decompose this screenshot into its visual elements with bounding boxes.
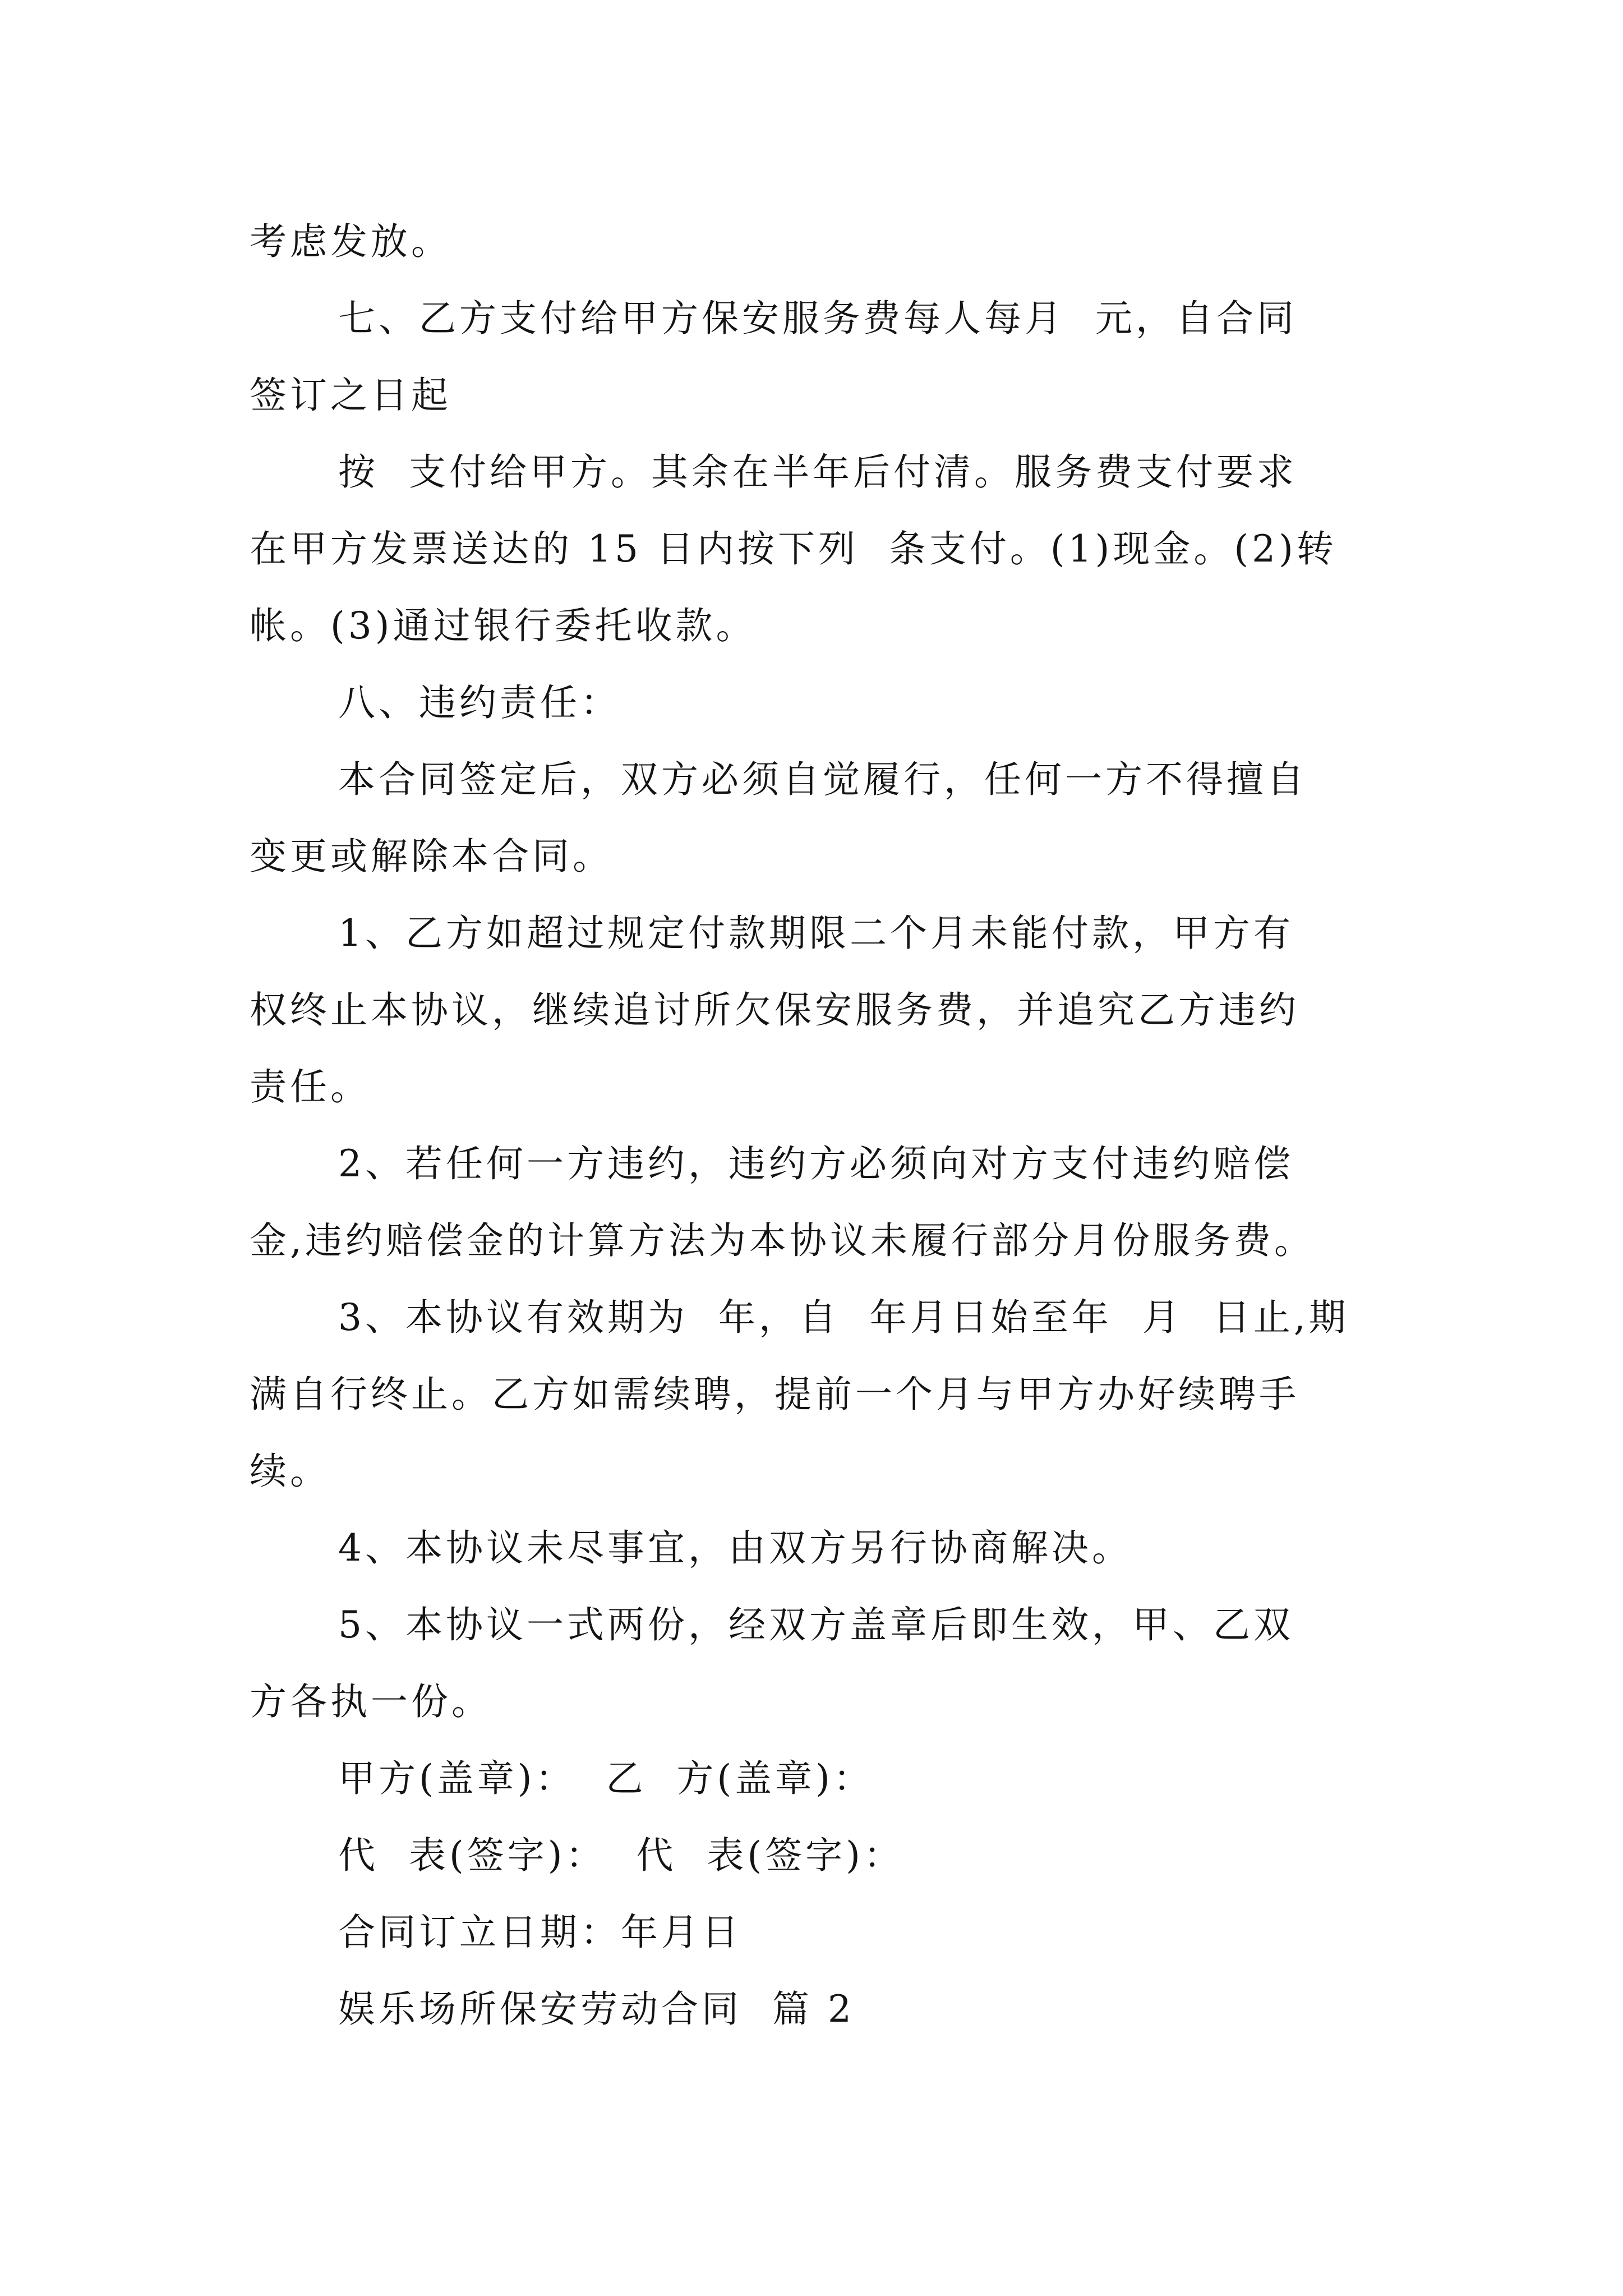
text-line: 方各执一份。 <box>250 1680 492 1723</box>
document-heading: 娱乐场所保安劳动合同 篇 2 <box>338 1987 855 2031</box>
text-line: 本合同签定后，双方必须自觉履行，任何一方不得擅自 <box>338 758 1307 801</box>
text-line: 帐。(3)通过银行委托收款。 <box>250 604 757 647</box>
text-line: 续。 <box>250 1450 330 1493</box>
text-line: 签订之日起 <box>250 374 451 417</box>
text-line: 七、乙方支付给甲方保安服务费每人每月 元，自合同 <box>338 297 1297 340</box>
text-line: 变更或解除本合同。 <box>250 835 613 878</box>
text-line: 4、本协议未尽事宜，由双方另行协商解决。 <box>338 1526 1132 1570</box>
text-line: 2、若任何一方违约，违约方必须向对方支付违约赔偿 <box>338 1142 1294 1185</box>
signature-line: 甲方(盖章)： 乙 方(盖章)： <box>338 1757 874 1800</box>
text-line: 按 支付给甲方。其余在半年后付清。服务费支付要求 <box>338 450 1297 494</box>
text-line: 5、本协议一式两份，经双方盖章后即生效，甲、乙双 <box>338 1603 1294 1646</box>
text-line: 责任。 <box>250 1065 371 1108</box>
text-line: 在甲方发票送达的 15 日内按下列 条支付。(1)现金。(2)转 <box>250 527 1337 570</box>
text-line: 金,违约赔偿金的计算方法为本协议未履行部分月份服务费。 <box>250 1219 1315 1262</box>
text-line: 权终止本协议，继续追讨所欠保安服务费，并追究乙方违约 <box>250 988 1299 1032</box>
text-line: 1、乙方如超过规定付款期限二个月未能付款，甲方有 <box>338 912 1294 955</box>
text-line: 3、本协议有效期为 年，自 年月日始至年 月 日止,期 <box>338 1296 1349 1339</box>
signature-line: 代 表(签字)： 代 表(签字)： <box>338 1834 904 1877</box>
date-line: 合同订立日期：年月日 <box>338 1911 742 1954</box>
text-line: 满自行终止。乙方如需续聘，提前一个月与甲方办好续聘手 <box>250 1373 1299 1416</box>
section-heading: 八、违约责任： <box>338 681 621 724</box>
text-line: 考虑发放。 <box>250 220 451 263</box>
